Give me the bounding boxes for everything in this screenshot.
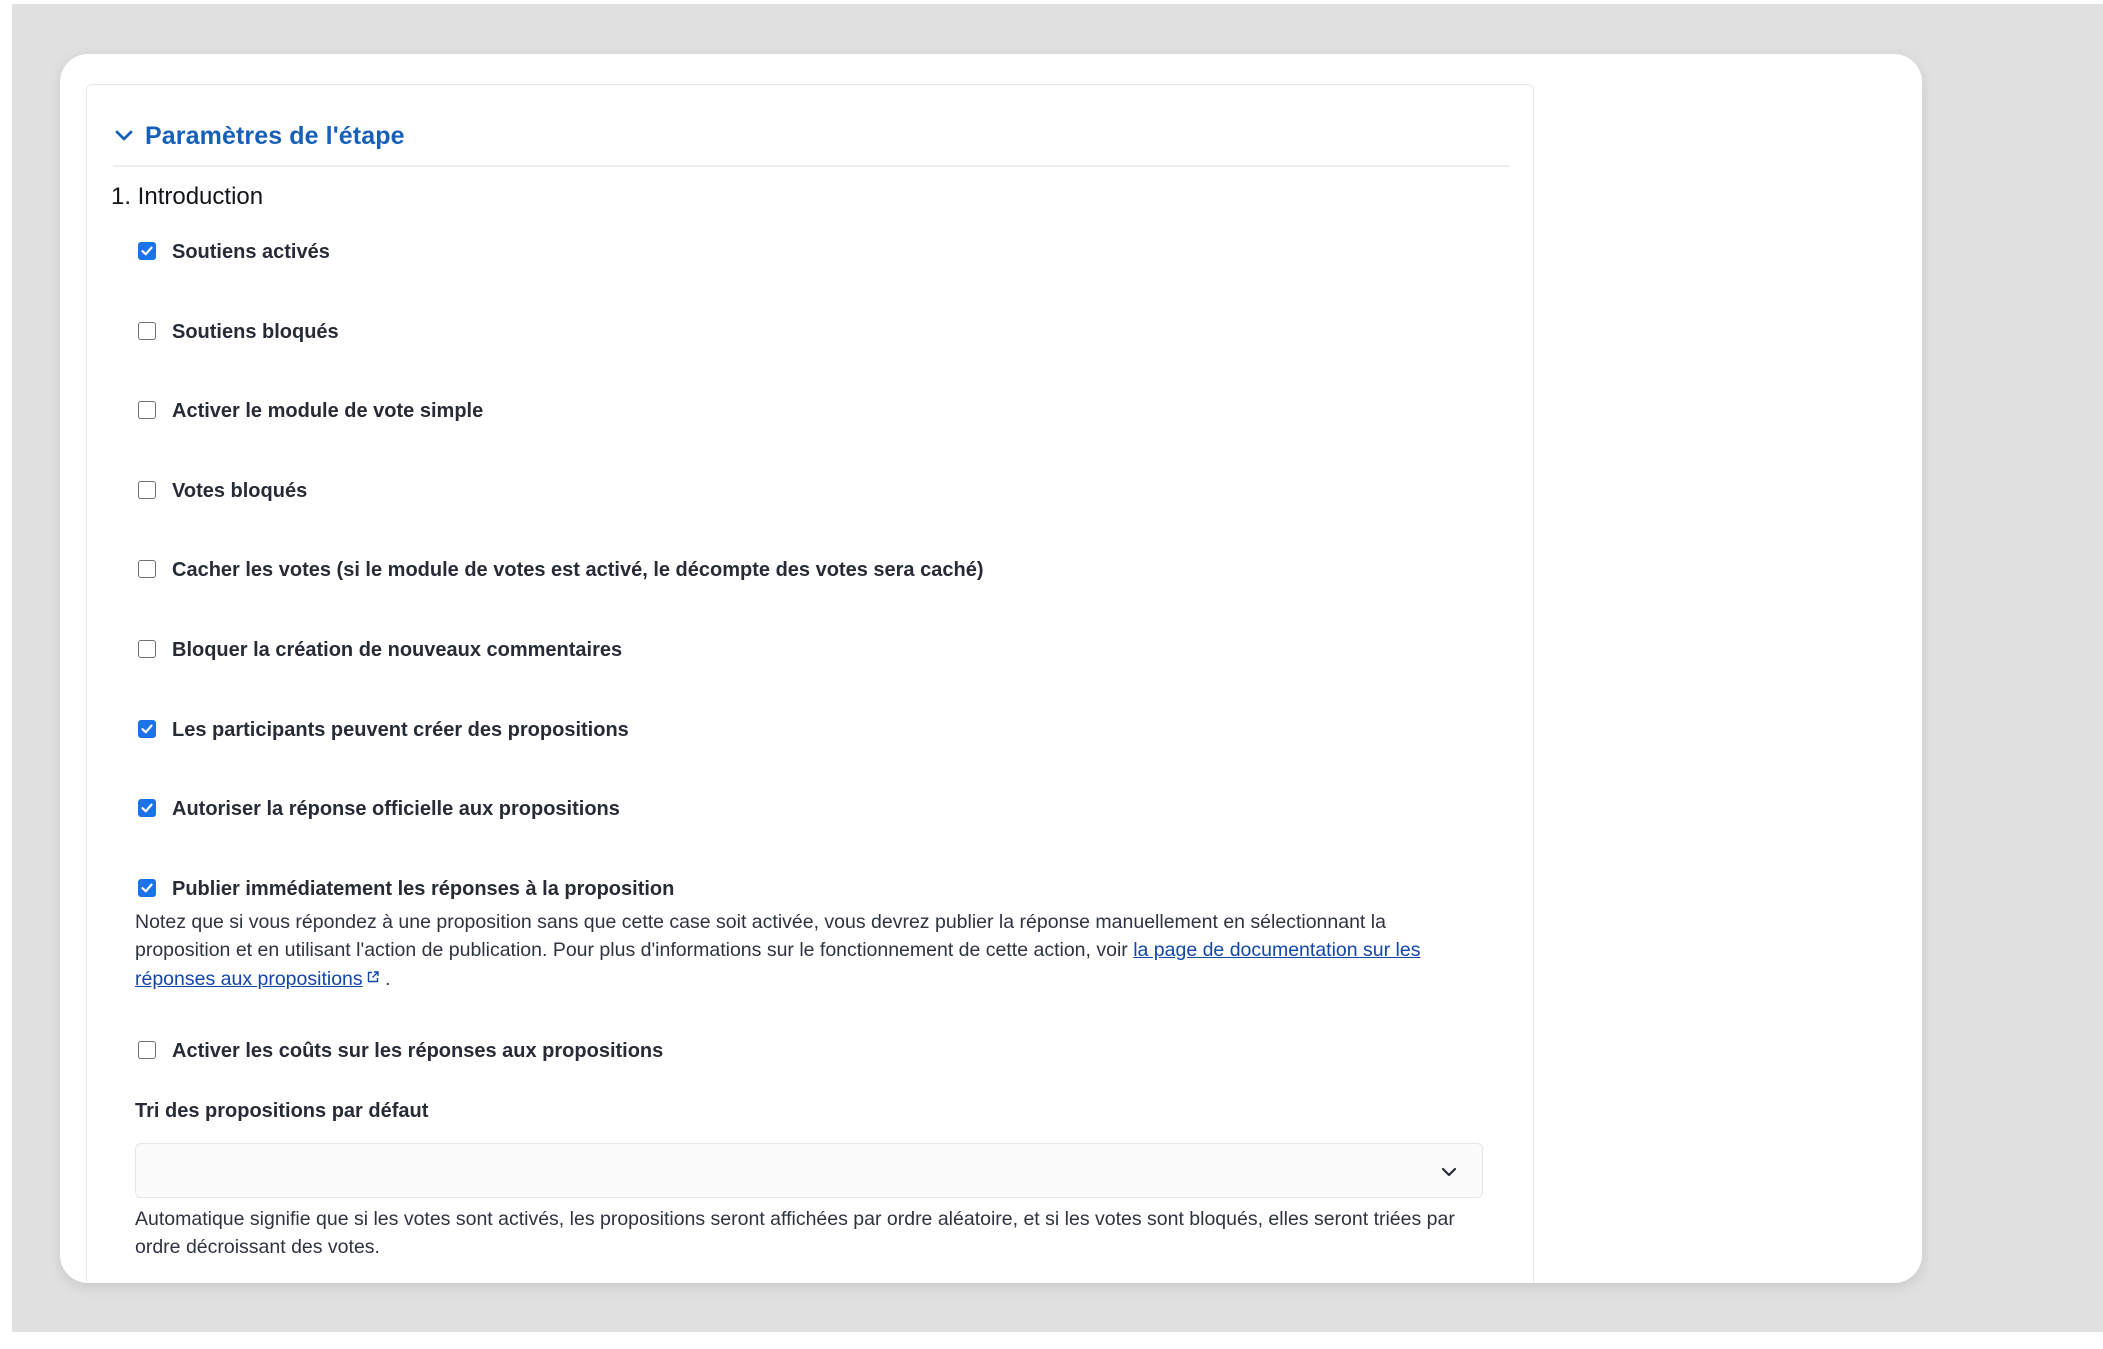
publish-answers-checkbox[interactable] xyxy=(138,879,156,897)
default-sorting-select[interactable] xyxy=(135,1143,1483,1198)
option-label: Activer le module de vote simple xyxy=(172,400,484,423)
option-label: Publier immédiatement les réponses à la proposition xyxy=(172,877,675,900)
section-title: Paramètres de l'étape xyxy=(145,121,405,150)
settings-card xyxy=(60,54,1922,1283)
option-official-answer xyxy=(135,796,1487,876)
official-answer-checkbox[interactable] xyxy=(138,799,156,817)
option-label: Activer les coûts sur les réponses aux propositions xyxy=(172,1039,664,1062)
option-label: Bloquer la création de nouveaux commentaires xyxy=(172,638,623,661)
default-sorting-label: Tri des propositions par défaut xyxy=(135,1100,429,1122)
option-supports-blocked xyxy=(135,319,1487,399)
option-label: Votes bloqués xyxy=(172,479,308,502)
default-sorting-help: Automatique signifie que si les votes sont activés, les propositions seront affichées par ordre aléatoire, et si les votes sont bloqués, elles seront triées par ordre décroissant des votes. xyxy=(135,1208,1455,1258)
option-publish-answers xyxy=(135,876,1487,1038)
hide-votes-checkbox[interactable] xyxy=(138,560,156,578)
option-hide-votes xyxy=(135,557,1487,637)
step-title: 1. Introduction xyxy=(111,183,264,210)
simple-vote-checkbox[interactable] xyxy=(138,401,156,419)
check-icon xyxy=(140,244,154,258)
option-supports-enabled xyxy=(135,239,1487,319)
supports-blocked-checkbox[interactable] xyxy=(138,322,156,340)
options-list xyxy=(135,239,1487,1117)
option-label: Cacher les votes (si le module de votes est activé, le décompte des votes sera caché) xyxy=(172,559,984,582)
option-participants-create xyxy=(135,717,1487,797)
check-icon xyxy=(140,881,154,895)
option-votes-blocked xyxy=(135,478,1487,558)
check-icon xyxy=(140,722,154,736)
votes-blocked-checkbox[interactable] xyxy=(138,481,156,499)
external-link-icon xyxy=(366,964,380,992)
supports-enabled-checkbox[interactable] xyxy=(138,242,156,260)
option-label: Les participants peuvent créer des propositions xyxy=(172,718,629,741)
chevron-down-icon xyxy=(1438,1161,1460,1183)
documentation-link-text: la page de documentation sur les réponses aux propositions xyxy=(135,938,1421,990)
answer-costs-checkbox[interactable] xyxy=(138,1041,156,1059)
option-block-comments xyxy=(135,637,1487,717)
help-text: Notez que si vous répondez à une proposition sans que cette case soit activée, vous devrez publier la réponse manuellement en sélectionnant la proposition et en utilisant l'action de publication. Pour plus d'informations sur le fonctionnement de cette action, voir xyxy=(135,910,1386,961)
option-label: Soutiens activés xyxy=(172,241,330,263)
option-label: Soutiens bloqués xyxy=(172,320,339,343)
option-label: Autoriser la réponse officielle aux propositions xyxy=(172,798,620,821)
check-icon xyxy=(140,801,154,815)
step-settings-toggle[interactable] xyxy=(113,107,1509,167)
publish-answers-help xyxy=(135,908,1465,993)
help-suffix: . xyxy=(379,967,391,990)
block-comments-checkbox[interactable] xyxy=(138,640,156,658)
step-settings-panel xyxy=(86,84,1534,1283)
chevron-down-icon xyxy=(113,125,135,147)
participants-create-checkbox[interactable] xyxy=(138,720,156,738)
option-simple-vote xyxy=(135,398,1487,478)
